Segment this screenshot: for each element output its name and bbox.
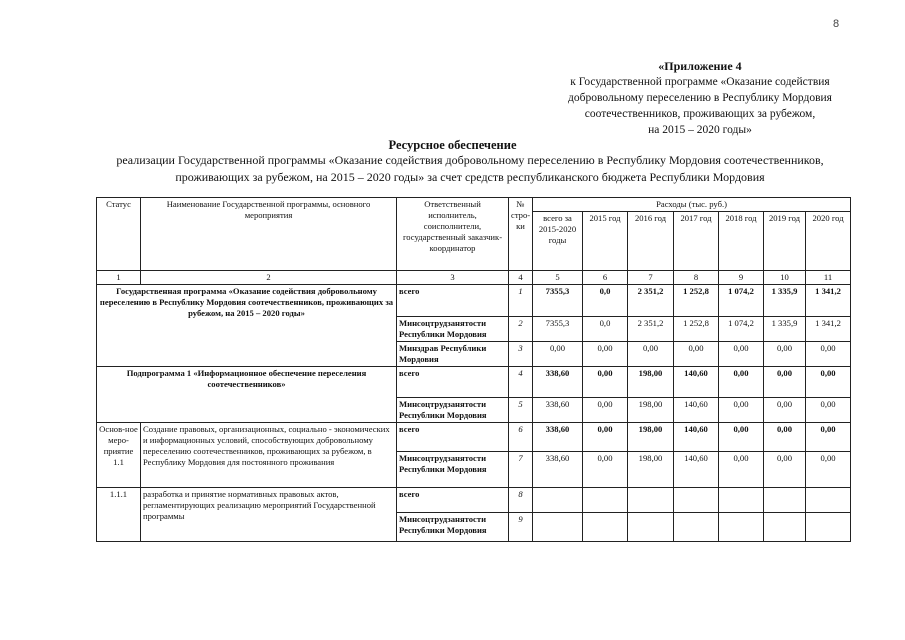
responsible-cell: всего	[397, 423, 509, 452]
page-number: 8	[833, 18, 840, 30]
value-cell: 0,00	[583, 423, 628, 452]
value-cell: 1 341,2	[806, 317, 851, 342]
row-number-cell: 9	[509, 513, 533, 542]
responsible-cell: Минсоцтрудзанятости Республики Мордовия	[397, 452, 509, 488]
value-cell: 0,00	[719, 342, 764, 367]
value-cell: 0,00	[583, 342, 628, 367]
value-cell	[674, 488, 719, 513]
value-cell: 0,00	[764, 423, 806, 452]
table-body	[97, 198, 851, 542]
value-cell: 1 074,2	[719, 285, 764, 317]
status-cell: Основ-ное меро-приятие 1.1	[97, 423, 141, 488]
value-cell: 1 335,9	[764, 317, 806, 342]
row-number-cell: 7	[509, 452, 533, 488]
annex-line-1: к Государственной программе «Оказание содействия	[570, 76, 830, 88]
value-cell: 140,60	[674, 367, 719, 398]
header-year-2019: 2019 год	[764, 212, 806, 271]
value-cell: 140,60	[674, 452, 719, 488]
col-number: 11	[806, 271, 851, 285]
value-cell	[719, 513, 764, 542]
col-number: 4	[509, 271, 533, 285]
responsible-cell: Минсоцтрудзанятости Республики Мордовия	[397, 513, 509, 542]
responsible-cell: Минздрав Республики Мордовия	[397, 342, 509, 367]
activity-name: разработка и принятие нормативных правовых актов, регламентирующих реализацию мероприятий Государственной программы	[141, 488, 397, 542]
value-cell: 0,00	[806, 423, 851, 452]
col-number: 10	[764, 271, 806, 285]
value-cell: 0,00	[806, 398, 851, 423]
value-cell	[583, 488, 628, 513]
header-responsible: Ответственный исполнитель, соисполнители, государственный заказчик-координатор	[397, 198, 509, 271]
document-subtitle: реализации Государственной программы «Оказание содействия добровольному переселению в Республику Мордовия соотечественников, проживающих за рубежом, на 2015 – 2020 годы» за счет средств республиканского бюджета Республики Мордовия	[116, 153, 824, 184]
value-cell: 0,00	[764, 367, 806, 398]
annex-line-2: добровольному переселению в Республику Мордовия	[568, 92, 832, 104]
value-cell: 0,00	[583, 398, 628, 423]
value-cell: 338,60	[533, 452, 583, 488]
value-cell: 338,60	[533, 423, 583, 452]
value-cell: 7355,3	[533, 285, 583, 317]
value-cell	[533, 513, 583, 542]
row-number-cell: 4	[509, 367, 533, 398]
value-cell: 0,00	[719, 423, 764, 452]
header-year-2020: 2020 год	[806, 212, 851, 271]
value-cell	[806, 488, 851, 513]
table-row	[97, 367, 851, 398]
value-cell: 0,00	[719, 452, 764, 488]
table-row	[97, 423, 851, 452]
value-cell: 1 074,2	[719, 317, 764, 342]
annex-line-4: на 2015 – 2020 годы»	[648, 124, 752, 136]
program-name: Государственная программа «Оказание содействия добровольному переселению в Республику Мордовия соотечественников, проживающих за рубежом, на 2015 – 2020 годы»	[97, 285, 397, 367]
header-year-2015: 2015 год	[583, 212, 628, 271]
value-cell: 338,60	[533, 398, 583, 423]
responsible-cell: всего	[397, 488, 509, 513]
row-number-cell: 3	[509, 342, 533, 367]
value-cell: 0,00	[719, 398, 764, 423]
value-cell	[628, 513, 674, 542]
value-cell: 198,00	[628, 423, 674, 452]
col-number: 8	[674, 271, 719, 285]
col-number: 3	[397, 271, 509, 285]
value-cell	[764, 513, 806, 542]
annex-block	[530, 58, 870, 138]
annex-line-3: соотечественников, проживающих за рубежом,	[584, 108, 816, 120]
col-number: 9	[719, 271, 764, 285]
value-cell: 198,00	[628, 367, 674, 398]
header-expenses: Расходы (тыс. руб.)	[533, 198, 851, 212]
value-cell: 1 252,8	[674, 285, 719, 317]
responsible-cell: Минсоцтрудзанятости Республики Мордовия	[397, 398, 509, 423]
resource-table	[96, 197, 851, 542]
value-cell: 1 335,9	[764, 285, 806, 317]
value-cell: 0,00	[764, 398, 806, 423]
value-cell: 0,00	[583, 367, 628, 398]
table-row	[97, 488, 851, 513]
row-number-cell: 6	[509, 423, 533, 452]
value-cell: 0,0	[583, 317, 628, 342]
row-number-cell: 2	[509, 317, 533, 342]
value-cell: 140,60	[674, 398, 719, 423]
col-number: 6	[583, 271, 628, 285]
value-cell	[628, 488, 674, 513]
value-cell: 0,00	[628, 342, 674, 367]
program-name: Подпрограмма 1 «Информационное обеспечение переселения соотечественников»	[97, 367, 397, 423]
value-cell: 1 341,2	[806, 285, 851, 317]
header-status: Статус	[97, 198, 141, 271]
value-cell: 0,00	[764, 452, 806, 488]
value-cell: 0,00	[674, 342, 719, 367]
value-cell: 140,60	[674, 423, 719, 452]
responsible-cell: всего	[397, 285, 509, 317]
activity-name: Создание правовых, организационных, социально - экономических и информационных условий, способствующих добровольному переселению соотечественников, проживающих за рубежом, в Республику Мордовия для постоянного проживания	[141, 423, 397, 488]
status-cell: 1.1.1	[97, 488, 141, 542]
value-cell: 2 351,2	[628, 317, 674, 342]
value-cell: 338,60	[533, 367, 583, 398]
value-cell: 0,00	[583, 452, 628, 488]
header-row	[97, 198, 851, 212]
col-number: 2	[141, 271, 397, 285]
value-cell: 0,0	[583, 285, 628, 317]
row-number-cell: 1	[509, 285, 533, 317]
header-year-2016: 2016 год	[628, 212, 674, 271]
table-row	[97, 285, 851, 317]
value-cell: 2 351,2	[628, 285, 674, 317]
value-cell: 0,00	[806, 367, 851, 398]
annex-title: «Приложение 4	[658, 59, 742, 73]
header-name: Наименование Государственной программы, основного мероприятия	[141, 198, 397, 271]
value-cell: 198,00	[628, 398, 674, 423]
row-number-cell: 5	[509, 398, 533, 423]
document-title: Ресурсное обеспечение	[388, 138, 517, 152]
value-cell: 198,00	[628, 452, 674, 488]
value-cell	[806, 513, 851, 542]
value-cell: 0,00	[764, 342, 806, 367]
row-number-cell: 8	[509, 488, 533, 513]
value-cell: 1 252,8	[674, 317, 719, 342]
value-cell: 0,00	[806, 342, 851, 367]
value-cell: 0,00	[806, 452, 851, 488]
value-cell	[674, 513, 719, 542]
col-number: 7	[628, 271, 674, 285]
col-number: 5	[533, 271, 583, 285]
value-cell	[533, 488, 583, 513]
value-cell: 0,00	[533, 342, 583, 367]
column-numbers-row	[97, 271, 851, 285]
value-cell	[583, 513, 628, 542]
header-row-number: № стро-ки	[509, 198, 533, 271]
header-year-2017: 2017 год	[674, 212, 719, 271]
col-number: 1	[97, 271, 141, 285]
value-cell	[764, 488, 806, 513]
responsible-cell: Минсоцтрудзанятости Республики Мордовия	[397, 317, 509, 342]
header-year-total: всего за 2015-2020 годы	[533, 212, 583, 271]
header-year-2018: 2018 год	[719, 212, 764, 271]
value-cell: 0,00	[719, 367, 764, 398]
responsible-cell: всего	[397, 367, 509, 398]
value-cell: 7355,3	[533, 317, 583, 342]
value-cell	[719, 488, 764, 513]
